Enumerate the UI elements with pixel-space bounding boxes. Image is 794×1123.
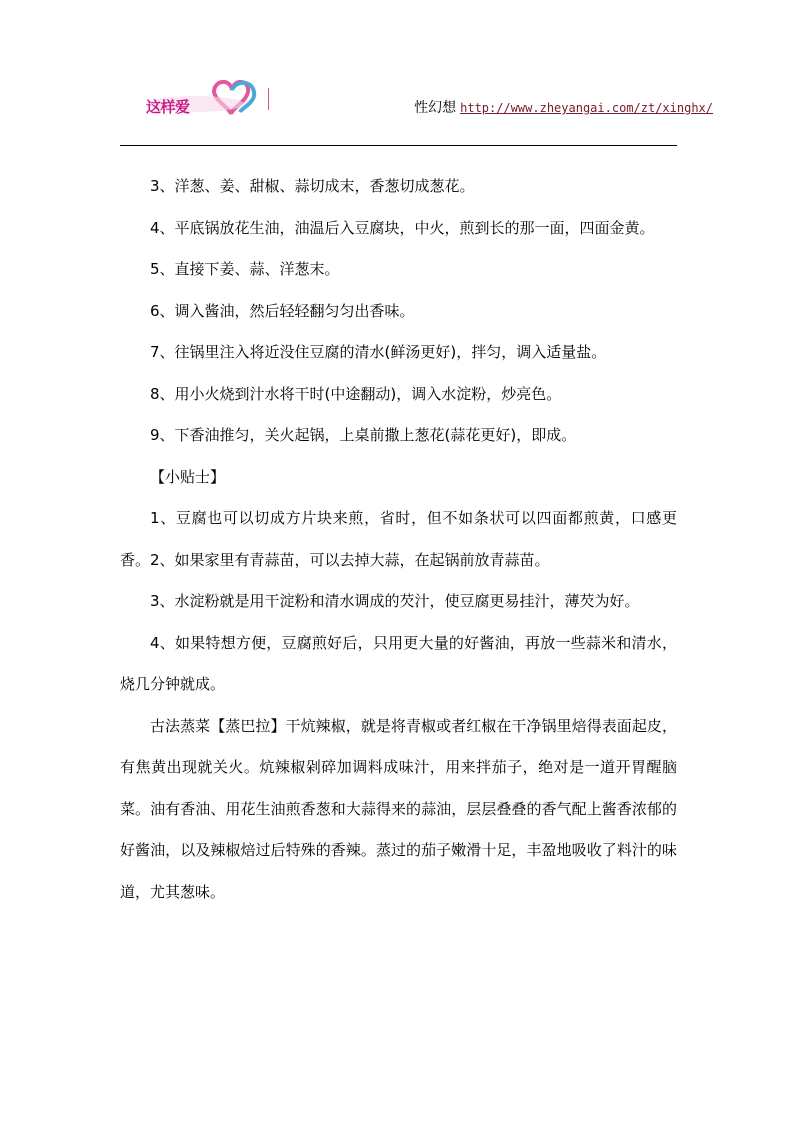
paragraph-step-7: 7、往锅里注入将近没住豆腐的清水(鲜汤更好)，拌匀，调入适量盐。 bbox=[150, 343, 607, 361]
header-label: 性幻想 bbox=[414, 100, 457, 116]
paragraph-tip-3: 3、水淀粉就是用干淀粉和清水调成的芡汁，使豆腐更易挂汁，薄芡为好。 bbox=[150, 592, 640, 610]
logo-text: 这样爱 bbox=[146, 98, 190, 116]
paragraph-steamed-dish: 古法蒸菜【蒸巴拉】干炕辣椒，就是将青椒或者红椒在干净锅里焙得表面起皮，有焦黄出现就关火。炕辣椒剁碎加调料成味汁，用来拌茄子，绝对是一道开胃醒脑菜。油有香油、用花生油煎香葱和大蒜得来的蒜油，层层叠叠的香气配上酱香浓郁的好酱油，以及辣椒焙过后特殊的香辣。蒸过的茄子嫩滑十足，丰盈地吸收了料汁的味道，尤其葱味。 bbox=[120, 716, 677, 901]
page-header bbox=[120, 60, 713, 148]
paragraph-tip-4: 4、如果特想方便，豆腐煎好后，只用更大量的好酱油，再放一些蒜米和清水，烧几分钟就成。 bbox=[120, 633, 677, 693]
document-body bbox=[120, 166, 677, 913]
paragraph-step-9: 9、下香油推匀，关火起锅，上桌前撒上葱花(蒜花更好)，即成。 bbox=[150, 426, 577, 444]
paragraph-tip-1-2: 1、豆腐也可以切成方片块来煎，省时，但不如条状可以四面都煎黄，口感更香。2、如果家里有青蒜苗，可以去掉大蒜，在起锅前放青蒜苗。 bbox=[120, 509, 677, 569]
tips-heading: 【小贴士】 bbox=[150, 467, 226, 486]
logo-divider bbox=[268, 88, 269, 110]
paragraph-step-8: 8、用小火烧到汁水将干时(中途翻动)，调入水淀粉，炒亮色。 bbox=[150, 384, 562, 403]
site-logo[interactable] bbox=[144, 70, 274, 120]
paragraph-step-6: 6、调入酱油，然后轻轻翻匀匀出香味。 bbox=[150, 301, 415, 320]
paragraph-step-4: 4、平底锅放花生油，油温后入豆腐块，中火，煎到长的那一面，四面金黄。 bbox=[150, 218, 655, 237]
paragraph-step-3: 3、洋葱、姜、甜椒、蒜切成末，香葱切成葱花。 bbox=[150, 177, 475, 195]
paragraph-step-5: 5、直接下姜、蒜、洋葱末。 bbox=[150, 260, 340, 278]
header-url-link[interactable]: http://www.zheyangai.com/zt/xinghx/ bbox=[460, 101, 713, 115]
header-link-group bbox=[414, 97, 713, 117]
header-rule bbox=[120, 145, 677, 146]
